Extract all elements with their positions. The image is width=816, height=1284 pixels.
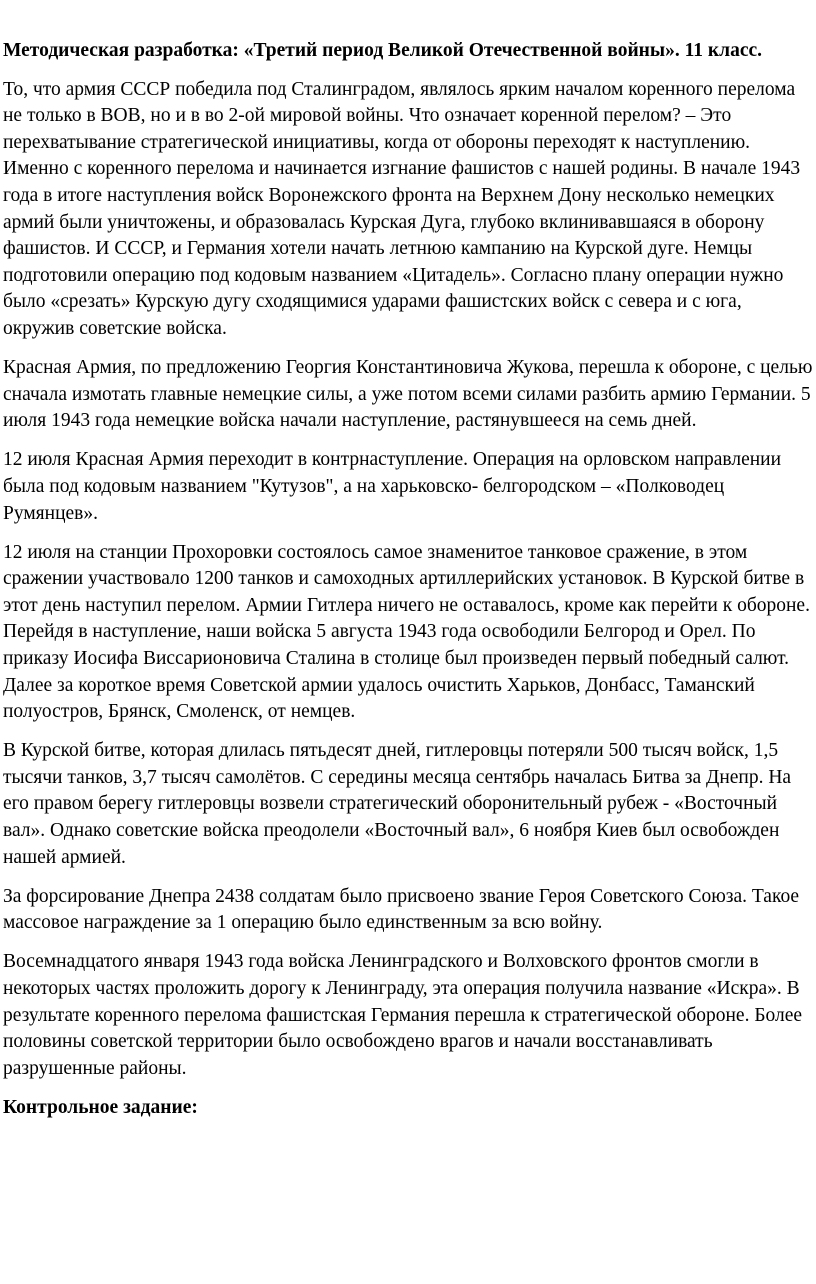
paragraph-red-army-defense: Красная Армия, по предложению Георгия Константиновича Жукова, перешла к обороне, с целью сначала измотать главные немецкие силы, а уже потом всеми силами разбить армию Германии. 5 июля 1943 года немецкие войска начали наступление, растянувшееся на семь дней. xyxy=(3,357,813,432)
paragraph-dnieper-battle: В Курской битве, которая длилась пятьдесят дней, гитлеровцы потеряли 500 тысяч войск, 1,5 тысячи танков, 3,7 тысяч самолётов. С середины месяца сентябрь началась Битва за Днепр. На его правом берегу гитлеровцы возвели стратегический оборонительный рубеж - «Восточный вал». Однако советские войска преодолели «Восточный вал», 6 ноября Киев был освобожден нашей армией. xyxy=(3,740,792,868)
paragraph-leningrad-iskra: Восемнадцатого января 1943 года войска Ленинградского и Волховского фронтов смогли в некоторых частях проложить дорогу к Ленинграду, эта операция получила название «Искра». В результате коренного перелома фашистская Германия перешла к стратегической обороне. Более половины советской территории было освобождено врагов и начали восстанавливать разрушенные районы. xyxy=(3,951,803,1079)
paragraph-counteroffensive: 12 июля Красная Армия переходит в контрнаступление. Операция на орловском направлении была под кодовым названием "Кутузов", а на харьковско- белгородском – «Полководец Румянцев». xyxy=(3,449,782,524)
paragraph-dnieper-heroes: За форсирование Днепра 2438 солдатам было присвоено звание Героя Советского Союза. Такое массовое награждение за 1 операцию было единственным за всю войну. xyxy=(3,885,800,934)
document-title: Методическая разработка: «Третий период Великой Отечественной войны». 11 класс. xyxy=(3,40,763,61)
paragraph-prokhorovka: 12 июля на станции Прохоровки состоялось самое знаменитое танковое сражение, в этом сражении участвовало 1200 танков и самоходных артиллерийских установок. В Курской битве в этот день наступил перелом. Армии Гитлера ничего не оставалось, кроме как перейти к обороне. Перейдя в наступление, наши войска 5 августа 1943 года освободили Белгород и Орел. По приказу Иосифа Виссарионовича Сталина в столице был произведен первый победный салют. Далее за короткое время Советской армии удалось очистить Харьков, Донбасс, Таманский полуостров, Брянск, Смоленск, от немцев. xyxy=(3,541,810,723)
task-heading: Контрольное задание: xyxy=(3,1096,198,1118)
paragraph-kursk-intro: То, что армия СССР победила под Сталинградом, являлось ярким началом коренного перелома не только в ВОВ, но и в во 2-ой мировой войны. Что означает коренной перелом? – Это перехватывание стратегической инициативы, когда от обороны переходят к наступлению. Именно с коренного перелома и начинается изгнание фашистов с нашей родины. В начале 1943 года в итоге наступления войск Воронежского фронта на Верхнем Дону несколько немецких армий были уничтожены, и образовалась Курская Дуга, глубоко вклинивавшаяся в оборону фашистов. И СССР, и Германия хотели начать летнюю кампанию на Курской дуге. Немцы подготовили операцию под кодовым названием «Цитадель». Согласно плану операции нужно было «срезать» Курскую дугу сходящимися ударами фашистских войск с севера и с юга, окружив советские войска. xyxy=(3,78,801,339)
